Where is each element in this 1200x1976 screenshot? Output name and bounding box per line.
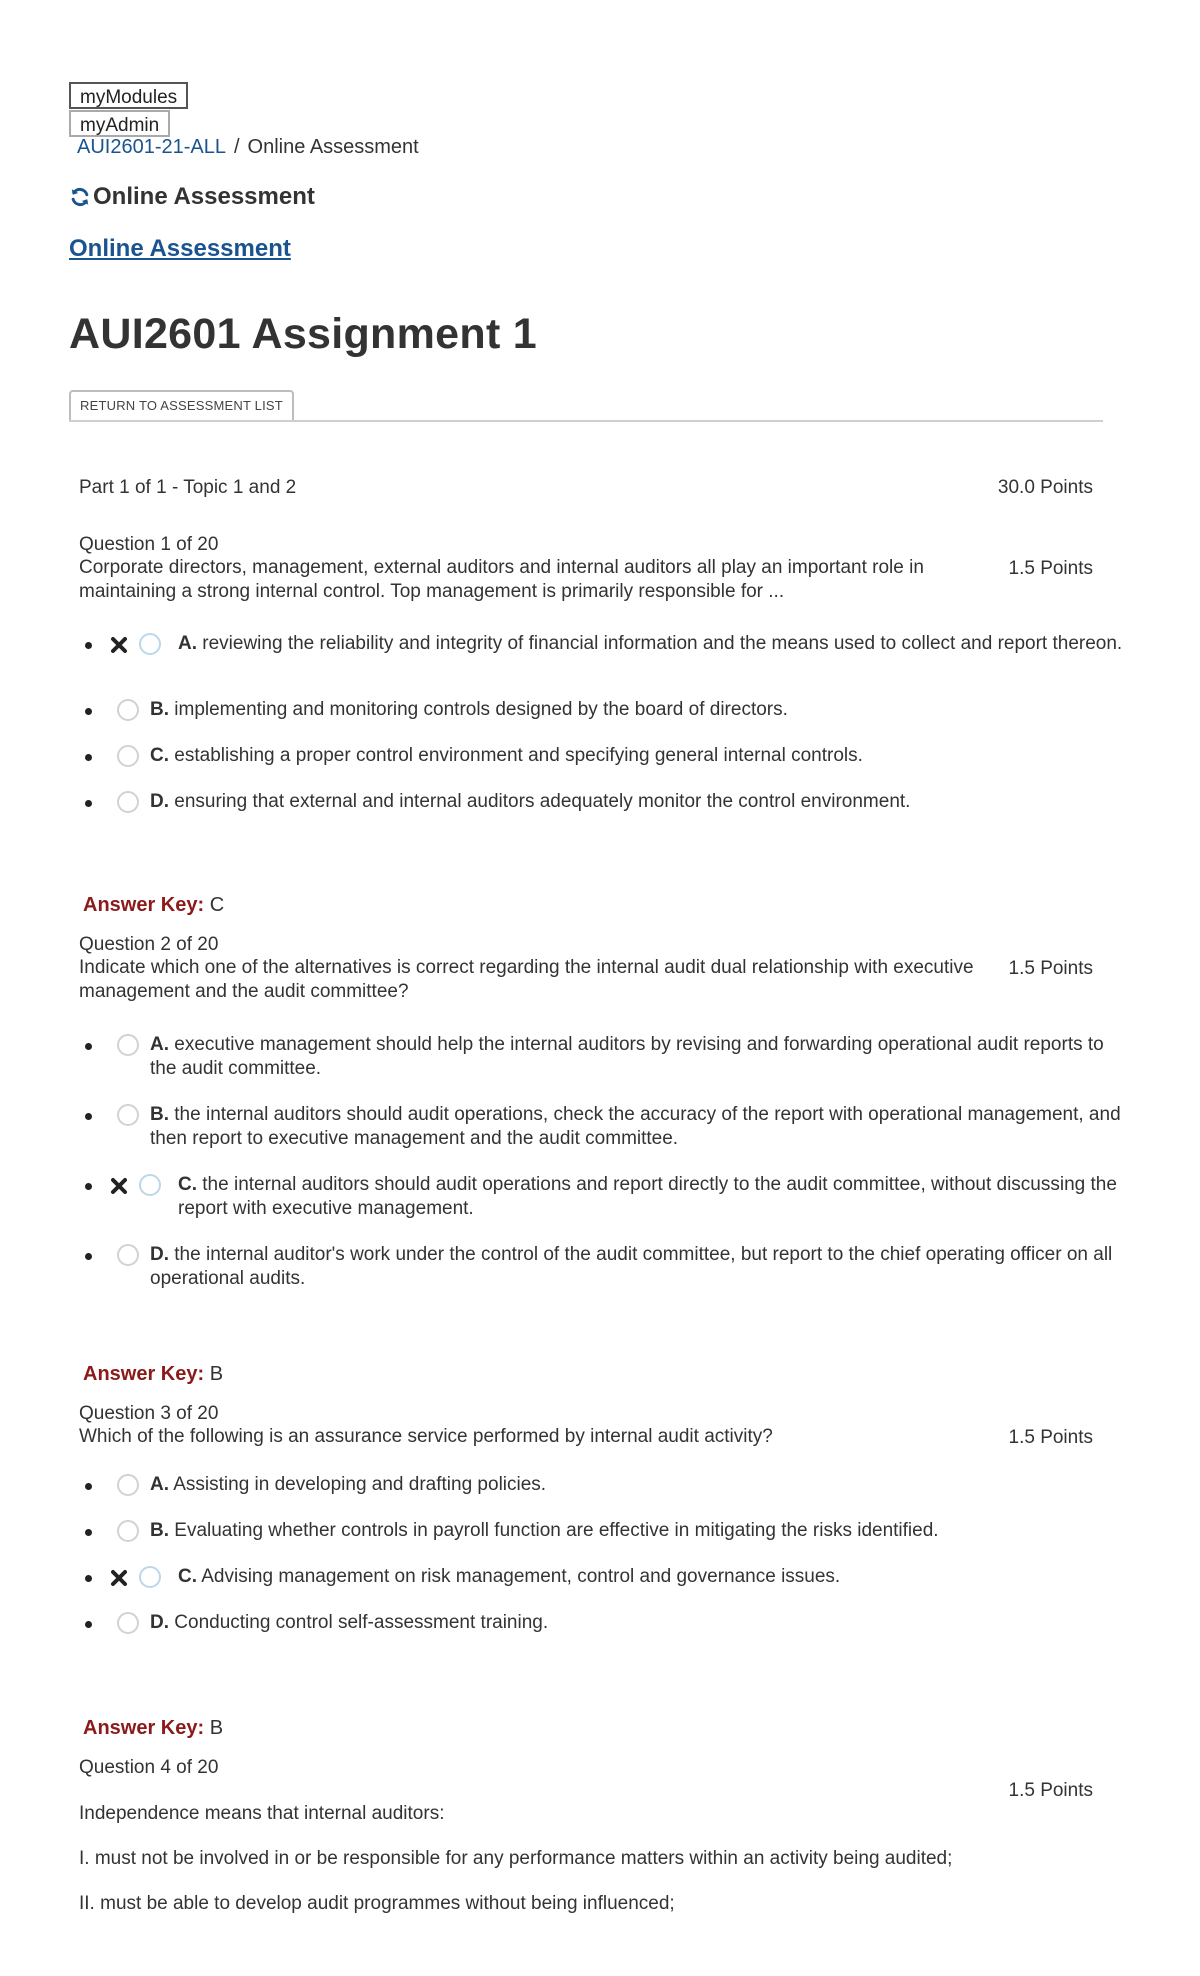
- option-text: D. Conducting control self-assessment training.: [150, 1612, 549, 1633]
- list-bullet: [85, 1253, 92, 1260]
- question-text: Corporate directors, management, external auditors and internal auditors all play an important role in maintaining a strong internal control. Top management is primarily responsible for ...: [79, 557, 924, 602]
- list-bullet: [85, 754, 92, 761]
- question-statement: II. must be able to develop audit programmes without being influenced;: [79, 1893, 675, 1914]
- question-points: 1.5 Points: [1008, 1780, 1093, 1801]
- option-text: A. executive management should help the internal auditors by revising and forwarding operational audit reports to the audit committee.: [150, 1034, 1104, 1079]
- answer-key: [83, 894, 224, 917]
- option-radio[interactable]: [117, 1612, 139, 1634]
- list-bullet: [85, 1529, 92, 1536]
- page-title: AUI2601 Assignment 1: [69, 310, 538, 358]
- question-number: Question 2 of 20: [79, 934, 219, 955]
- my-modules-button[interactable]: myModules: [69, 82, 188, 109]
- question-4: [79, 1757, 1093, 1914]
- question-number: Question 1 of 20: [79, 534, 219, 555]
- option-radio[interactable]: [117, 1034, 139, 1056]
- list-bullet: [85, 642, 92, 649]
- question-points: 1.5 Points: [1008, 1427, 1093, 1448]
- question-2: [79, 934, 1093, 1004]
- answer-key-value: B: [209, 1717, 224, 1739]
- option-radio[interactable]: [117, 791, 139, 813]
- question-number: Question 4 of 20: [79, 1757, 219, 1778]
- list-bullet: [85, 1621, 92, 1628]
- list-bullet: [85, 708, 92, 715]
- breadcrumb-separator: /: [233, 136, 240, 158]
- option-text: B. Evaluating whether controls in payroll function are effective in mitigating the risks identified.: [150, 1520, 939, 1541]
- breadcrumb-current: Online Assessment: [247, 136, 419, 158]
- question-number: Question 3 of 20: [79, 1403, 219, 1424]
- return-to-assessment-list-button[interactable]: RETURN TO ASSESSMENT LIST: [69, 390, 294, 420]
- answer-key-label: Answer Key:: [83, 894, 205, 916]
- tool-title: [69, 183, 315, 211]
- question-1: [79, 534, 1093, 604]
- list-bullet: [85, 1483, 92, 1490]
- question-points: 1.5 Points: [1008, 558, 1093, 579]
- tool-title-text: Online Assessment: [93, 183, 315, 210]
- question-text: Independence means that internal auditors:: [79, 1803, 445, 1824]
- incorrect-x-icon: [109, 1176, 129, 1196]
- list-bullet: [85, 1043, 92, 1050]
- list-bullet: [85, 800, 92, 807]
- tab-bar: [69, 390, 1103, 422]
- breadcrumb: [77, 136, 419, 159]
- option-text: A. Assisting in developing and drafting policies.: [150, 1474, 547, 1495]
- answer-key: [83, 1363, 223, 1386]
- breadcrumb-course-link[interactable]: AUI2601-21-ALL: [77, 136, 226, 158]
- option-text: B. implementing and monitoring controls designed by the board of directors.: [150, 699, 788, 720]
- option-text: C. the internal auditors should audit operations and report directly to the audit committee, without discussing the report with executive management.: [178, 1174, 1117, 1219]
- list-bullet: [85, 1183, 92, 1190]
- option-radio[interactable]: [117, 1474, 139, 1496]
- option-radio[interactable]: [117, 745, 139, 767]
- online-assessment-link[interactable]: Online Assessment: [69, 235, 291, 262]
- my-admin-button[interactable]: myAdmin: [69, 110, 170, 137]
- part-points: 30.0 Points: [997, 477, 1093, 498]
- incorrect-x-icon: [109, 635, 129, 655]
- part-label: Part 1 of 1 - Topic 1 and 2: [79, 477, 297, 498]
- answer-key-value: C: [209, 894, 225, 916]
- answer-key-label: Answer Key:: [83, 1717, 205, 1739]
- refresh-icon[interactable]: [69, 186, 91, 208]
- incorrect-x-icon: [109, 1568, 129, 1588]
- question-text: Indicate which one of the alternatives is correct regarding the internal audit dual relationship with executive management and the audit committee?: [79, 957, 974, 1002]
- option-radio[interactable]: [139, 633, 161, 655]
- option-radio[interactable]: [117, 1104, 139, 1126]
- option-text: B. the internal auditors should audit operations, check the accuracy of the report with operational management, and then report to executive management and the audit committee.: [150, 1104, 1121, 1149]
- question-3: [79, 1403, 1093, 1449]
- option-radio[interactable]: [139, 1566, 161, 1588]
- answer-key: [83, 1717, 223, 1740]
- option-text: A. reviewing the reliability and integrity of financial information and the means used to collect and report thereon.: [178, 633, 1123, 654]
- option-radio[interactable]: [139, 1174, 161, 1196]
- answer-key-label: Answer Key:: [83, 1363, 205, 1385]
- option-text: D. the internal auditor's work under the control of the audit committee, but report to the chief operating officer on all operational audits.: [150, 1244, 1113, 1289]
- list-bullet: [85, 1575, 92, 1582]
- option-radio[interactable]: [117, 1244, 139, 1266]
- option-radio[interactable]: [117, 699, 139, 721]
- option-text: D. ensuring that external and internal auditors adequately monitor the control environment.: [150, 791, 911, 812]
- question-statement: I. must not be involved in or be responsible for any performance matters within an activity being audited;: [79, 1848, 953, 1869]
- question-text: Which of the following is an assurance service performed by internal audit activity?: [79, 1426, 773, 1447]
- answer-key-value: B: [209, 1363, 224, 1385]
- option-radio[interactable]: [117, 1520, 139, 1542]
- option-text: C. establishing a proper control environment and specifying general internal controls.: [150, 745, 863, 766]
- option-text: C. Advising management on risk management, control and governance issues.: [178, 1566, 841, 1587]
- part-header: [79, 477, 1093, 499]
- question-points: 1.5 Points: [1008, 958, 1093, 979]
- list-bullet: [85, 1113, 92, 1120]
